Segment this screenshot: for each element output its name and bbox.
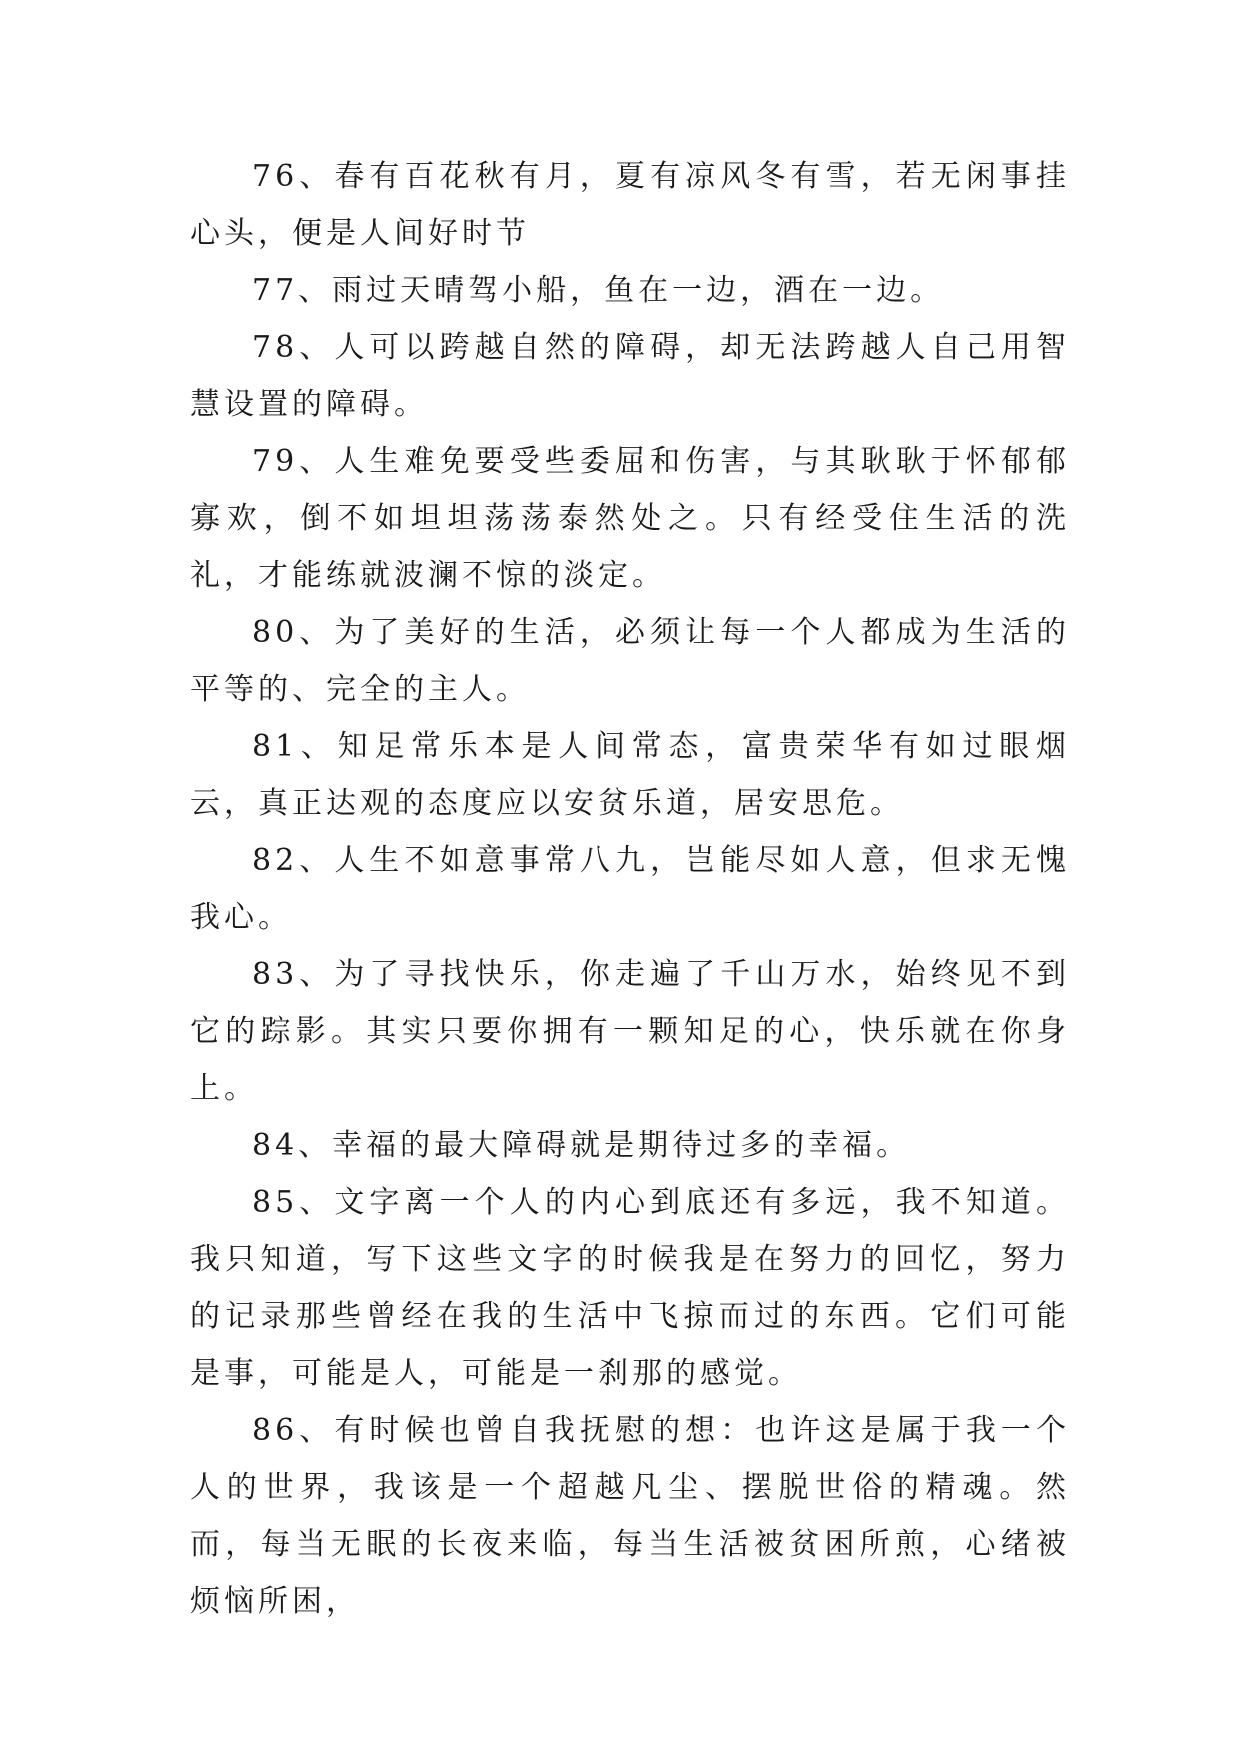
document-body [190, 148, 1070, 1630]
paragraph-86: 86、有时候也曾自我抚慰的想：也许这是属于我一个人的世界，我该是一个超越凡尘、摆脱世俗的精魂。然而，每当无眠的长夜来临，每当生活被贫困所煎，心绪被烦恼所困， [190, 1413, 1070, 1619]
paragraph-83: 83、为了寻找快乐，你走遍了千山万水，始终见不到它的踪影。其实只要你拥有一颗知足的心，快乐就在你身上。 [190, 957, 1070, 1106]
paragraph-78: 78、人可以跨越自然的障碍，却无法跨越人自己用智慧设置的障碍。 [190, 330, 1070, 422]
paragraph-76: 76、春有百花秋有月，夏有凉风冬有雪，若无闲事挂心头，便是人间好时节 [190, 159, 1070, 251]
paragraph-79: 79、人生难免要受些委屈和伤害，与其耿耿于怀郁郁寡欢，倒不如坦坦荡荡泰然处之。只有经受住生活的洗礼，才能练就波澜不惊的淡定。 [190, 444, 1070, 593]
paragraph-77: 77、雨过天晴驾小船，鱼在一边，酒在一边。 [252, 273, 945, 308]
paragraph-85: 85、文字离一个人的内心到底还有多远，我不知道。我只知道，写下这些文字的时候我是在努力的回忆，努力的记录那些曾经在我的生活中飞掠而过的东西。它们可能是事，可能是人，可能是一刹那的感觉。 [190, 1185, 1070, 1391]
paragraph-84: 84、幸福的最大障碍就是期待过多的幸福。 [252, 1128, 911, 1163]
paragraph-82: 82、人生不如意事常八九，岂能尽如人意，但求无愧我心。 [190, 843, 1070, 935]
paragraph-80: 80、为了美好的生活，必须让每一个人都成为生活的平等的、完全的主人。 [190, 615, 1070, 707]
paragraph-81: 81、知足常乐本是人间常态，富贵荣华有如过眼烟云，真正达观的态度应以安贫乐道，居安思危。 [190, 729, 1070, 821]
